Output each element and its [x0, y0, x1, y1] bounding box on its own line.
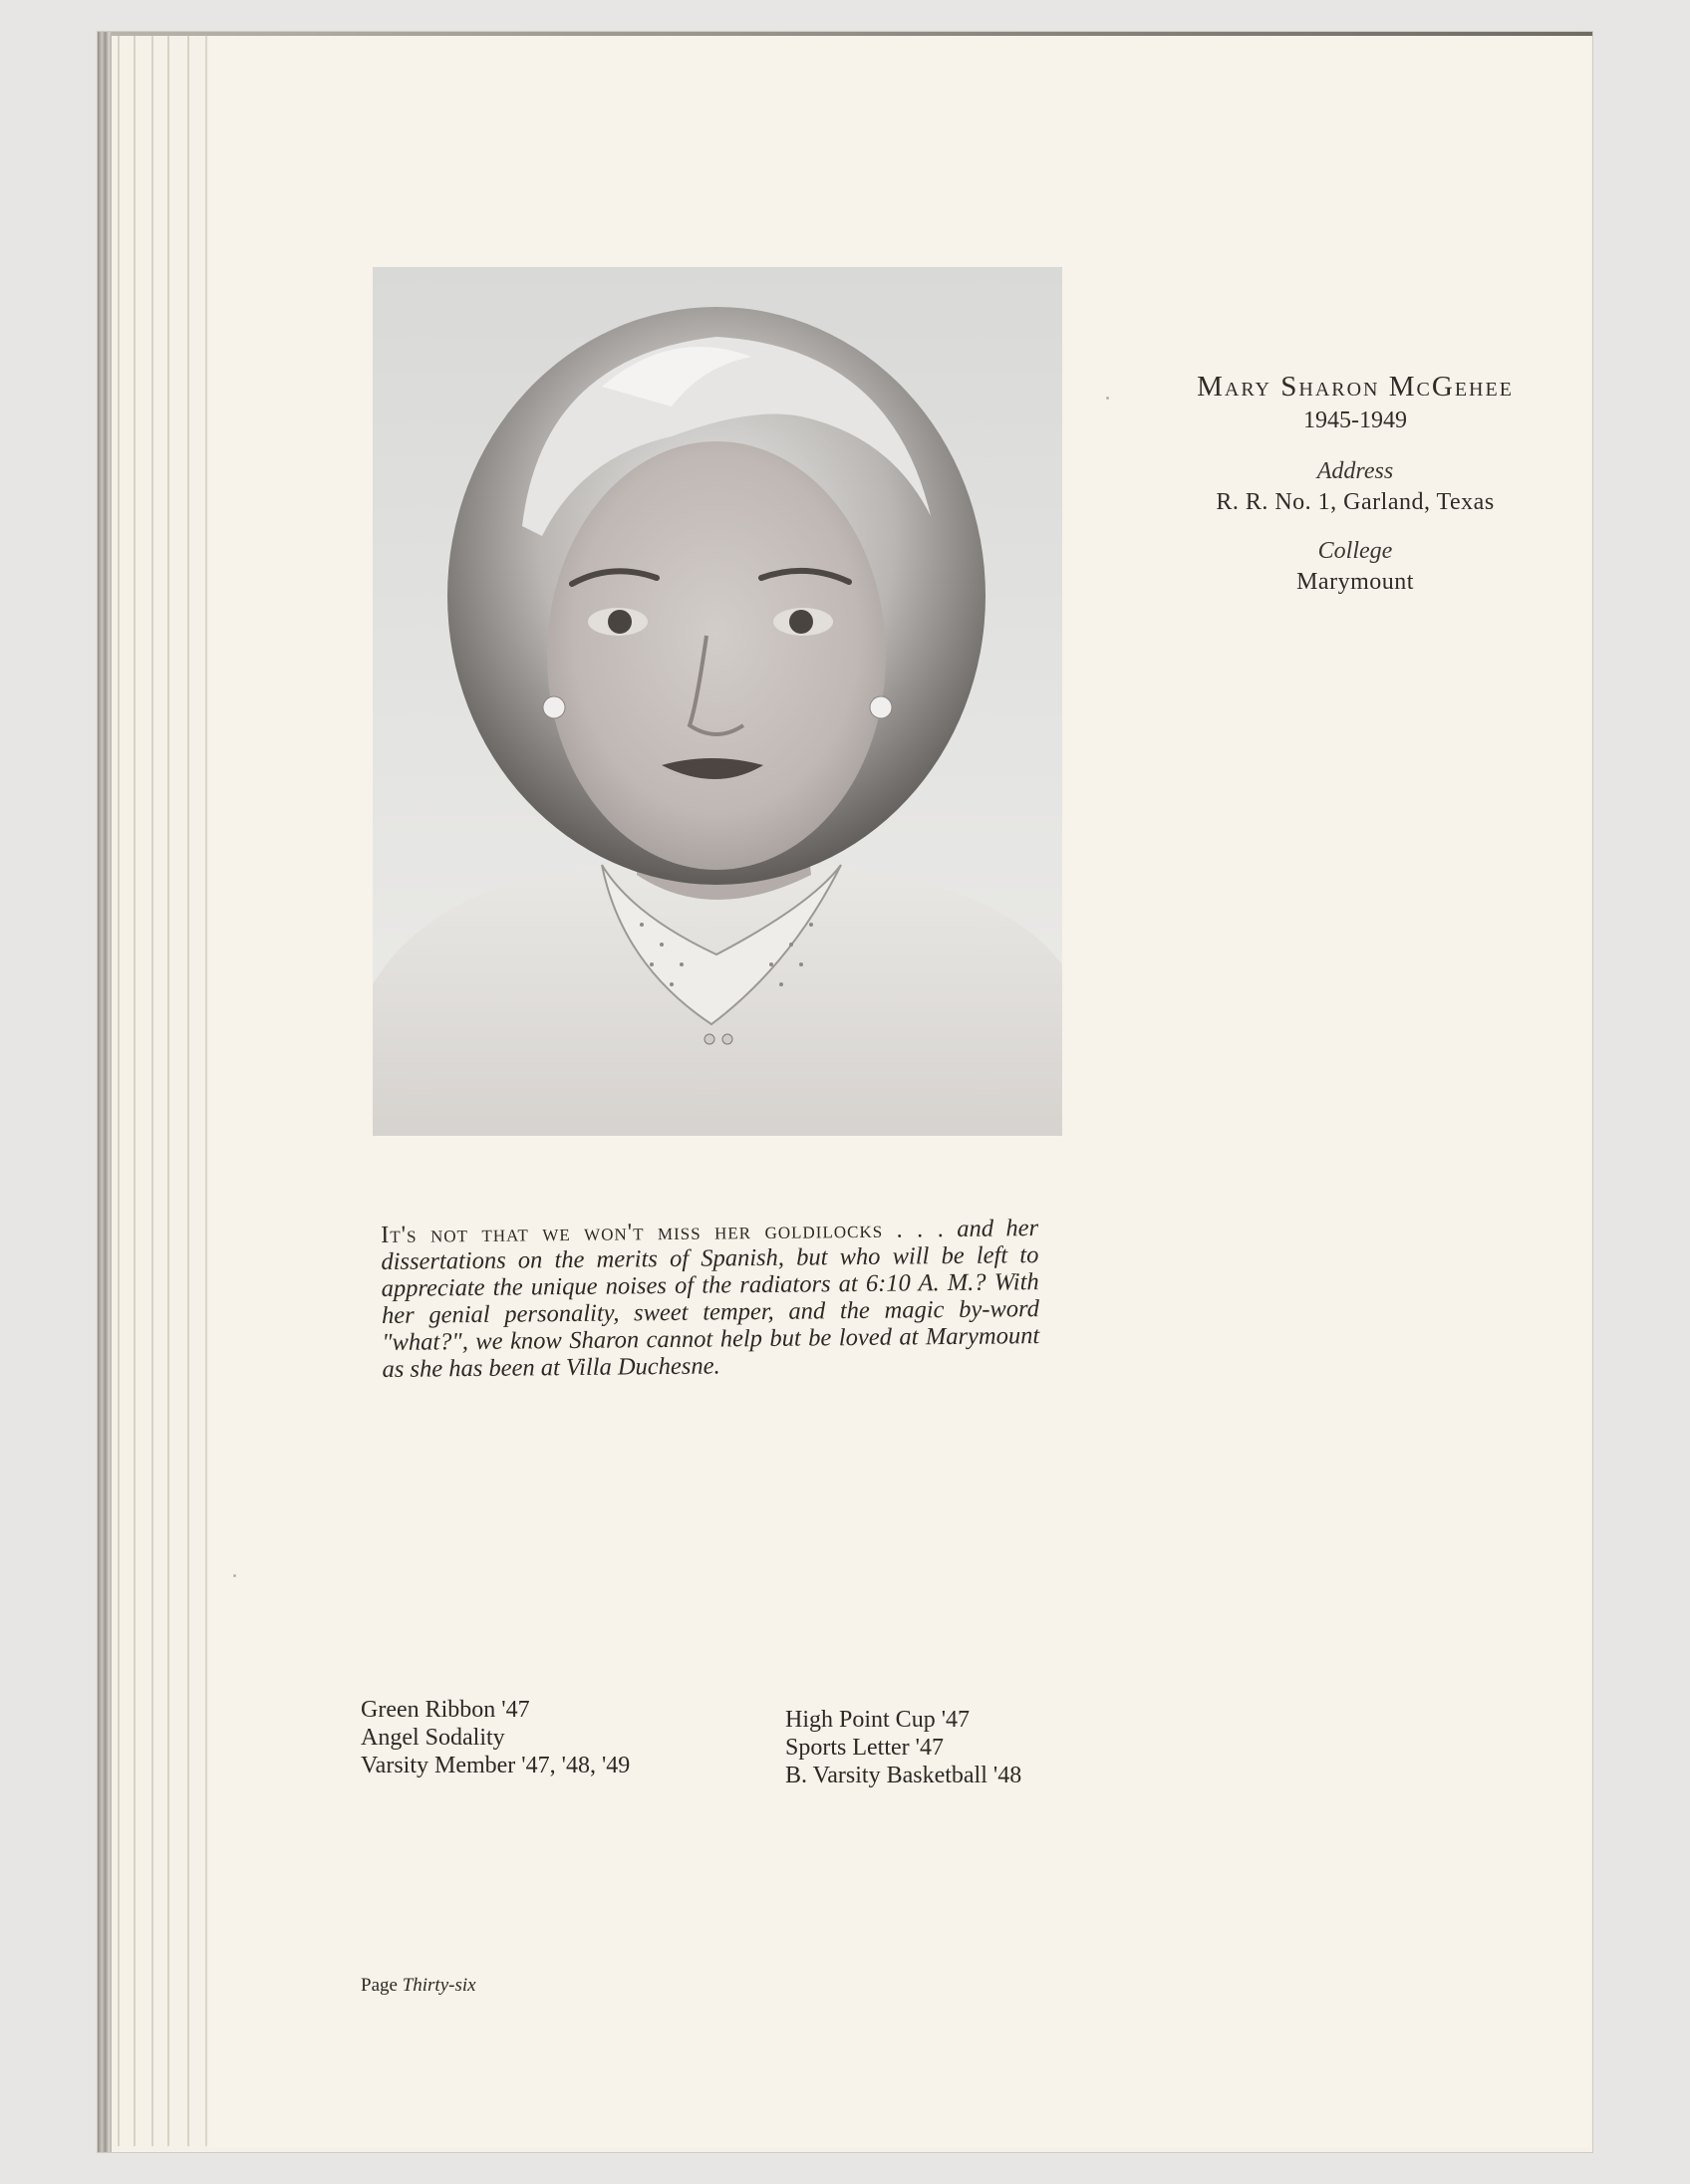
student-info: [1136, 369, 1574, 616]
activity-item: High Point Cup '47: [785, 1707, 971, 1733]
page-number-prefix: Page: [361, 1975, 398, 1996]
portrait-photo: [373, 267, 1062, 1136]
address-value: R. R. No. 1, Garland, Texas: [1216, 489, 1495, 515]
paper-speck: [233, 1574, 236, 1577]
activity-item: Green Ribbon '47: [361, 1697, 530, 1723]
activity-item: Varsity Member '47, '48, '49: [361, 1753, 631, 1778]
page-edge: [151, 36, 153, 2146]
page-number-word: Thirty-six: [402, 1975, 476, 1996]
page-edge: [118, 36, 120, 2146]
activity-item: B. Varsity Basketball '48: [785, 1763, 1022, 1788]
student-writeup: [381, 1215, 1040, 1383]
page-number: [361, 1975, 476, 1997]
activity-item: Angel Sodality: [361, 1725, 505, 1751]
writeup-lead: It's not that we won't miss her goldilocks . . .: [381, 1216, 945, 1248]
paper-speck: [1106, 397, 1109, 400]
student-name: Mary Sharon McGehee: [1197, 371, 1514, 403]
address-label: Address: [1316, 458, 1394, 484]
activity-item: Sports Letter '47: [785, 1735, 944, 1761]
attendance-years: 1945-1949: [1303, 408, 1407, 433]
page-edge: [167, 36, 169, 2146]
page-edge: [187, 36, 189, 2146]
page-edge: [134, 36, 136, 2146]
portrait-illustration: [373, 267, 1062, 1136]
page-edge: [205, 36, 207, 2146]
college-label: College: [1317, 538, 1393, 564]
activities-left: [361, 1696, 630, 1779]
college-value: Marymount: [1296, 569, 1414, 595]
activities-right: [785, 1706, 1021, 1789]
writeup-body: and her dissertations on the merits of Spanish, but who will be left to appreciate the unique noises of the radiators at 6:10 A. M.? With her genial personality, sweet temper, and the magic by-word "what?", we know Sharon cannot help but be loved at Marymount as she has been at Villa Duchesne.: [381, 1215, 1040, 1383]
book-binding: [98, 32, 112, 2152]
